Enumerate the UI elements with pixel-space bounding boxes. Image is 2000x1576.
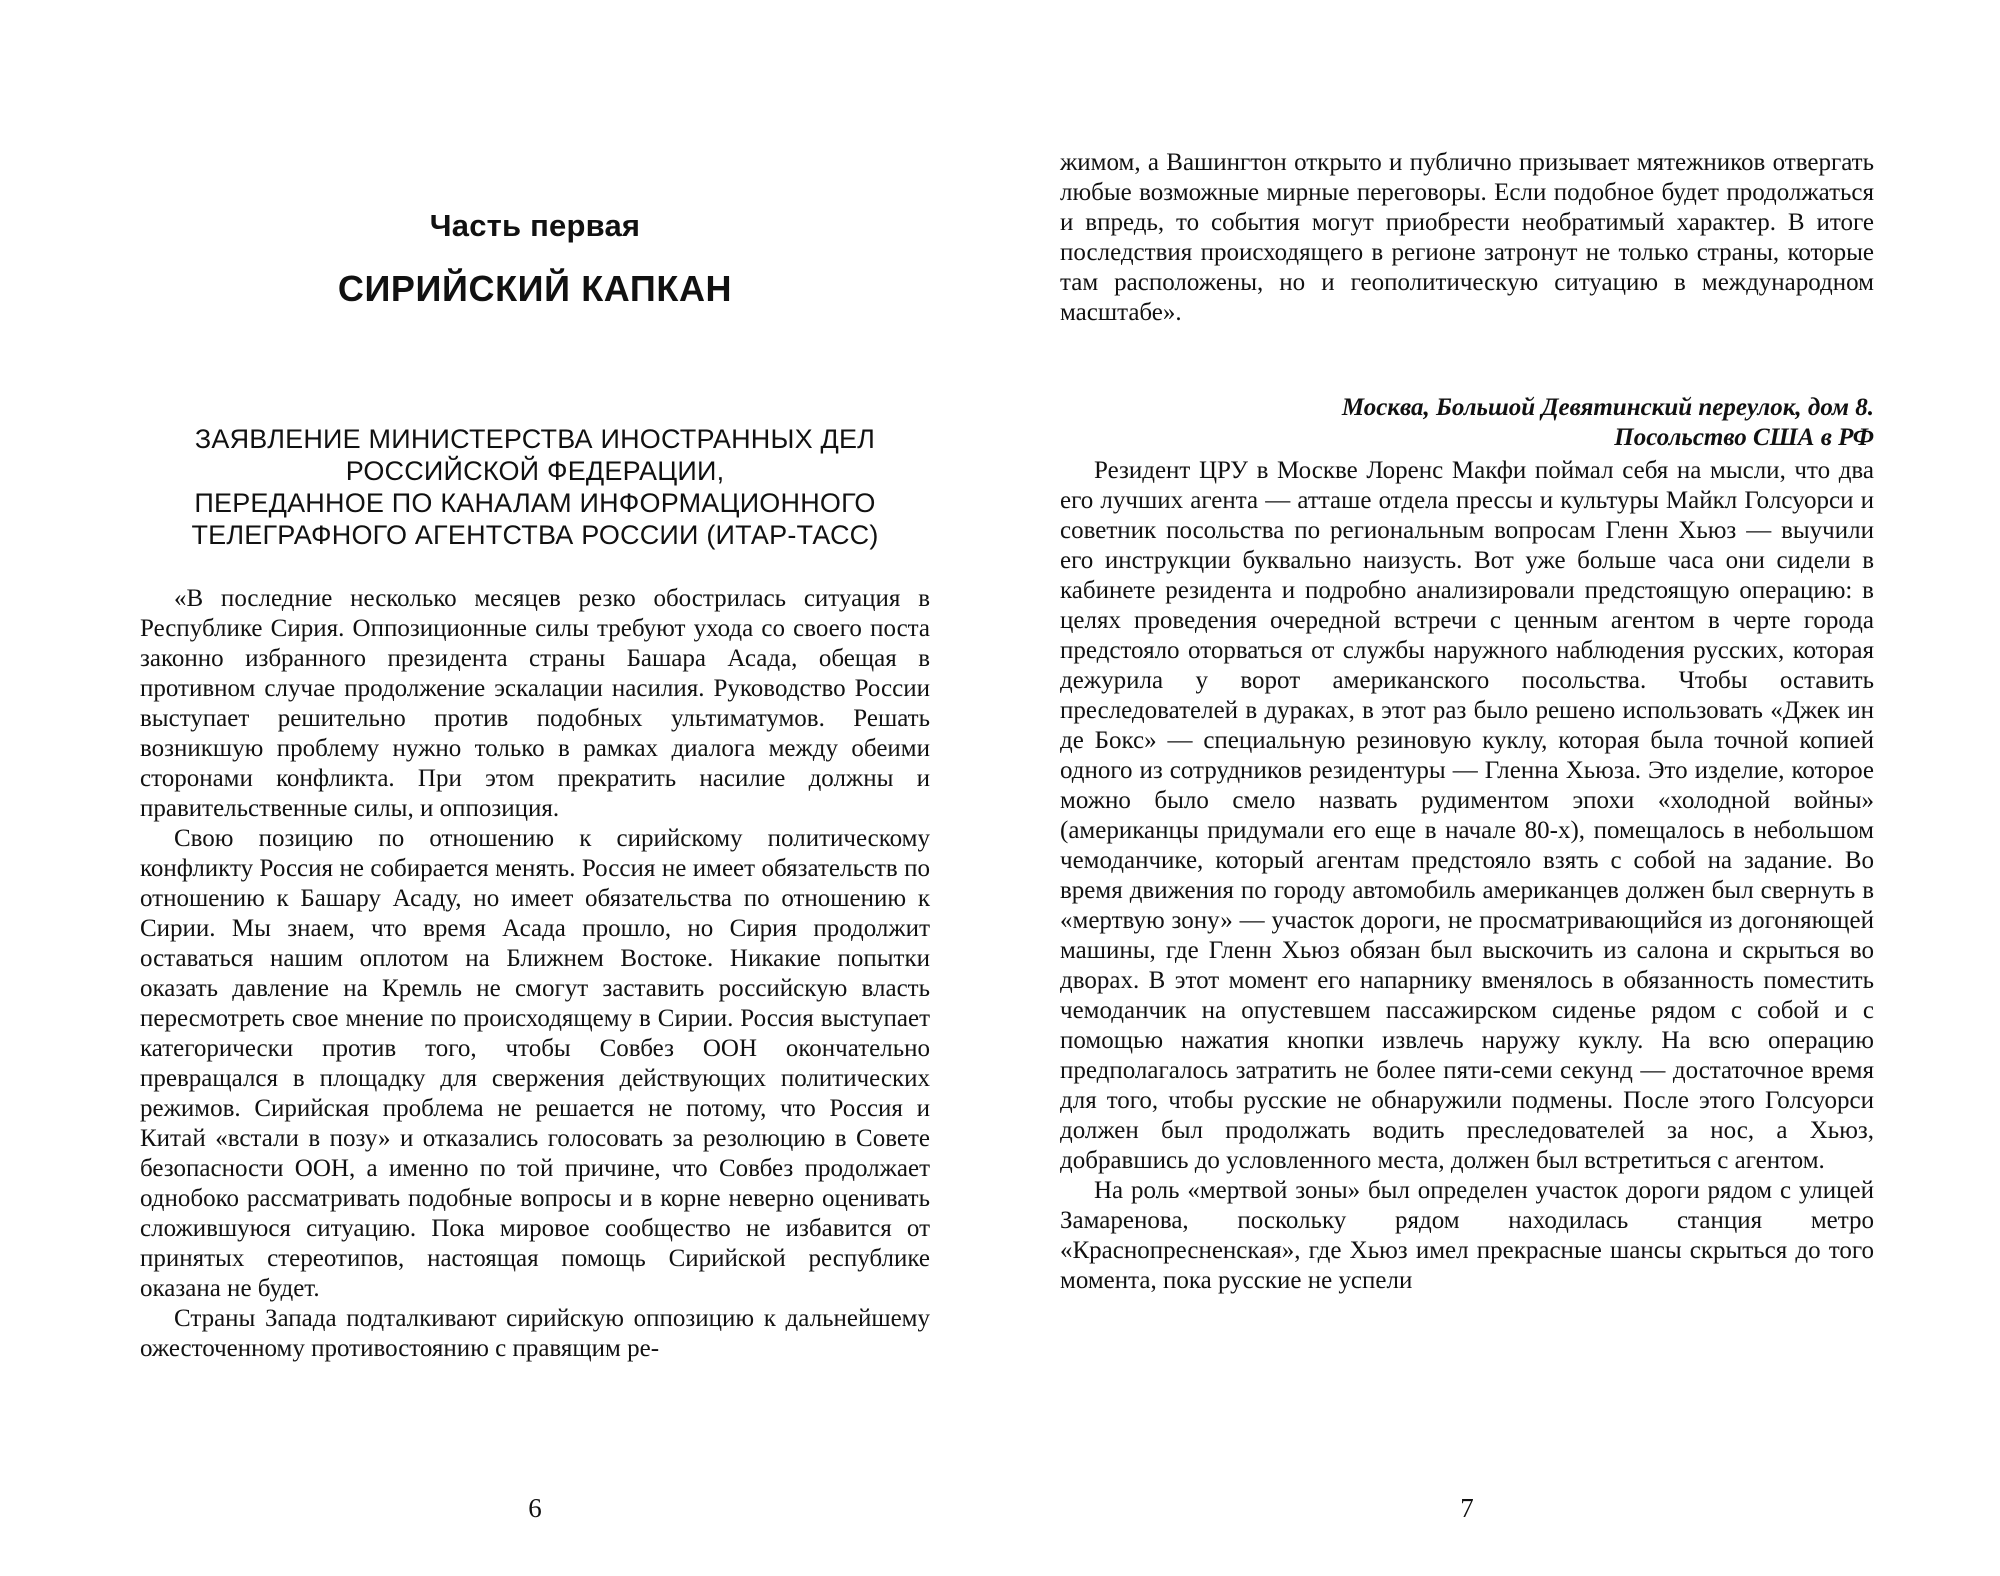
right-page xyxy=(1060,0,1874,1576)
body-paragraph: Резидент ЦРУ в Москве Лоренс Макфи поймал себя на мысли, что два его лучших агента — атташе отдела прессы и культуры Майкл Голсуорси и советник посольства по региональным вопросам Гленн Хьюз — выучили его инструкции буквально наизусть. Вот уже больше часа они сидели в кабинете резидента и подробно анализировали предстоящую операцию: в целях проведения очередной встречи с ценным агентом в черте города предстояло оторваться от службы наружного наблюдения русских, которая дежурила у ворот американского посольства. Чтобы оставить преследователей в дураках, в этот раз было решено использовать «Джек ин де Бокс» — специальную резиновую куклу, которая была точной копией одного из сотрудников резидентуры — Гленна Хьюза. Это изделие, которое можно было смело назвать рудиментом эпохи «холодной войны» (американцы придумали его еще в начале 80-х), помещалось в небольшом чемоданчике, который агентам предстояло взять с собой на задание. Во время движения по городу автомобиль американцев должен был свернуть в «мертвую зону» — участок дороги, не просматривающийся из догоняющей машины, где Гленн Хьюз обязан был выскочить из салона и скрыться во дворах. В этот момент его напарнику вменялось в обязанность поместить чемоданчик на опустевшем пассажирском сиденье рядом с собой и с помощью нажатия кнопки извлечь наружу куклу. На всю операцию предполагалось затратить не более пяти-семи секунд — достаточное время для того, чтобы русские не обнаружили подмены. После этого Голсуорси должен был продолжать водить преследователей за нос, а Хьюз, добравшись до условленного места, должен был встретиться с агентом. xyxy=(1060,457,1874,1174)
left-body-text xyxy=(140,584,930,1364)
body-paragraph: На роль «мертвой зоны» был определен участок дороги рядом с улицей Замаренова, поскольку рядом находилась станция метро «Краснопресненская», где Хьюз имел прекрасные шансы скрыться до того момента, пока русские не успели xyxy=(1060,1177,1874,1294)
page-number: 7 xyxy=(1460,1493,1474,1523)
statement-heading-line: ПЕРЕДАННОЕ ПО КАНАЛАМ ИНФОРМАЦИОННОГО xyxy=(194,488,876,518)
body-paragraph: Страны Запада подталкивают сирийскую оппозицию к дальнейшему ожесточенному противостоянию с правящим ре- xyxy=(140,1305,930,1362)
statement-heading-line: ТЕЛЕГРАФНОГО АГЕНТСТВА РОССИИ (ИТАР-ТАСС) xyxy=(191,520,879,550)
left-page xyxy=(140,0,930,1576)
page-number: 6 xyxy=(528,1493,542,1523)
body-paragraph: «В последние несколько месяцев резко обострилась ситуация в Республике Сирия. Оппозиционные силы требуют ухода со своего поста законно избранного президента страны Башара Асада, обещая в противном случае продолжение эскалации насилия. Руководство России выступает решительно против подобных ультиматумов. Решать возникшую проблему нужно только в рамках диалога между обеими сторонами конфликта. При этом прекратить насилие должны и правительственные силы, и оппозиция. xyxy=(140,585,930,822)
location-line: Посольство США в РФ xyxy=(1614,424,1874,451)
right-continuation-text xyxy=(1060,148,1874,328)
part-title: Часть первая xyxy=(429,208,641,243)
location-line: Москва, Большой Девятинский переулок, дом 8. xyxy=(1341,394,1874,421)
chapter-title: СИРИЙСКИЙ КАПКАН xyxy=(337,268,733,309)
statement-heading-line: РОССИЙСКОЙ ФЕДЕРАЦИИ, xyxy=(345,456,725,486)
body-paragraph: Свою позицию по отношению к сирийскому политическому конфликту Россия не собирается менять. Россия не имеет обязательств по отношению к Башару Асаду, но имеет обязательства по отношению к Сирии. Мы знаем, что время Асада прошло, но Сирия продолжит оставаться нашим оплотом на Ближнем Востоке. Никакие попытки оказать давление на Кремль не смогут заставить российскую власть пересмотреть свое мнение по происходящему в Сирии. Россия выступает категорически против того, чтобы Совбез ООН окончательно превращался в площадку для свержения действующих политических режимов. Сирийская проблема не решается не потому, что Россия и Китай «встали в позу» и отказались голосовать за резолюцию в Совете безопасности ООН, а именно по той причине, что Совбез продолжает однобоко рассматривать подобные вопросы и в корне неверно оценивать сложившуюся ситуацию. Пока мировое сообщество не избавится от принятых стереотипов, настоящая помощь Сирийской республике оказана не будет. xyxy=(140,825,930,1302)
statement-heading-line: ЗАЯВЛЕНИЕ МИНИСТЕРСТВА ИНОСТРАННЫХ ДЕЛ xyxy=(194,424,876,454)
statement-heading xyxy=(140,423,930,551)
right-body-text xyxy=(1060,456,1874,1296)
body-paragraph: жимом, а Вашингтон открыто и публично призывает мятежников отвергать любые возможные мирные переговоры. Если подобное будет продолжаться и впредь, то события могут приобрести необратимый характер. В итоге последствия происходящего в регионе затронут не только страны, которые там расположены, но и геополитическую ситуацию в международном масштабе». xyxy=(1060,149,1874,326)
location-heading xyxy=(1060,393,1874,453)
